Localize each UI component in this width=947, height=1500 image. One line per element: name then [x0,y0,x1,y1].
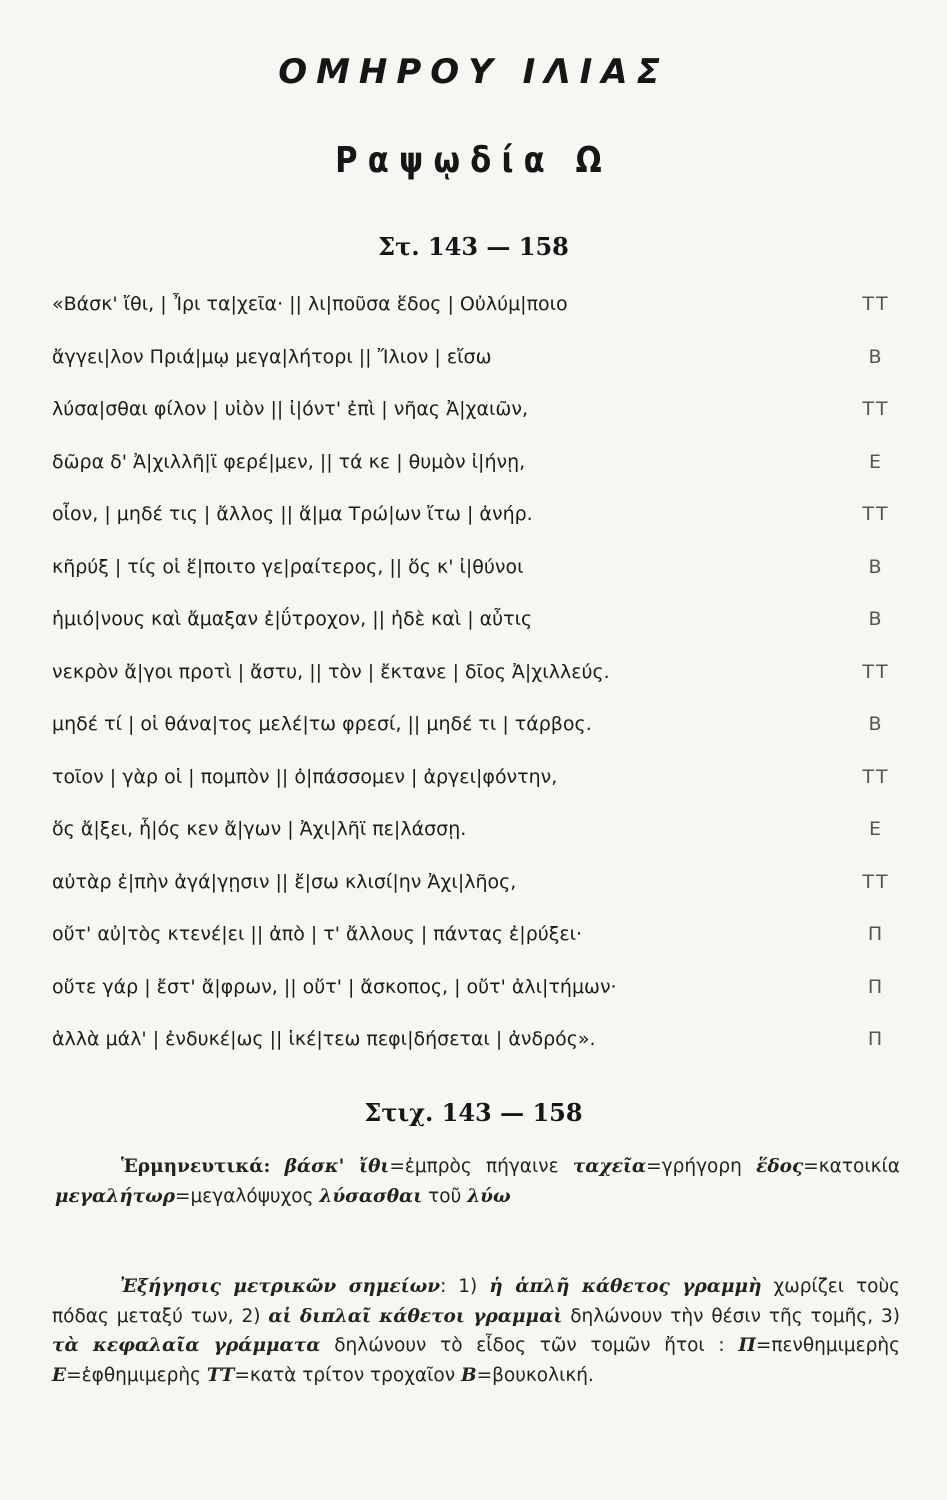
verse-text: αὐτὰρ ἐ|πὴν ἀγά|γῃσιν || ἔ|σω κλισί|ην Ἀχι|λῆος, [52,870,517,893]
caesura-mark: ΤΤ [862,870,890,893]
notes-term: αἱ διπλαῖ κάθετοι γραμμαὶ [268,1305,563,1327]
verse-text: ἡμιό|νους καὶ ἄμαξαν ἐ|ΰτροχον, || ἠδὲ καὶ | αὖτις [52,608,533,630]
verse-line [52,494,902,547]
rhapsody-subtitle: Ραψῳδία Ω [335,140,612,181]
notes-text: χωρίζει τοὺς πόδας μεταξύ των, 2) [52,1276,901,1327]
verse-line [52,652,902,705]
notes-term: ἡ ἁπλῆ κάθετος γραμμὴ [489,1276,762,1297]
verse-text: κῆρύξ | τίς οἱ ἕ|ποιτο γε|ραίτερος, || ὅς κ' ἰ|θύνοι [52,555,524,578]
page-title: ΟΜΗΡΟΥ ΙΛΙΑΣ [278,52,669,92]
notes-text: δηλώνουν τὴν θέσιν τῆς τομῆς, 3) [570,1305,901,1327]
caesura-mark: Ε [868,450,883,473]
verse-line [52,809,902,862]
notes-text: =κατὰ τρίτον τροχαῖον [234,1364,456,1386]
notes-text: δηλώνουν τὸ εἶδος τῶν τομῶν ἤτοι : [334,1335,725,1356]
notes-text: =βουκολική. [476,1364,594,1386]
verse-line [52,284,902,337]
verse-text: ὅς ἄ|ξει, ἧ|ός κεν ἄ|γων | Ἀχι|λῆϊ πε|λάσσῃ. [52,818,467,840]
verse-range: Στ. 143 — 158 [378,232,569,261]
notes-term: Π [738,1335,756,1356]
verse-text: οὔτε γάρ | ἔστ' ἄ|φρων, || οὔτ' | ἄσκοπος, | οὔτ' ἀλι|τήμων· [52,975,617,998]
verse-line [52,547,902,600]
notes-heading: Ἐξήγησις μετρικῶν σημείων [120,1276,441,1297]
caesura-mark: ΤΤ [862,660,890,683]
notes-term: Ε [52,1364,67,1386]
verse-line [52,914,902,967]
metric-notes-paragraph [52,1272,900,1390]
gloss-definition: τοῦ [428,1186,462,1207]
verse-text: ἄγγει|λον Πριά|μῳ μεγα|λήτορι || Ἴλιον | εἴσω [52,345,492,368]
gloss-definition: =γρήγορη [646,1156,742,1177]
notes-text: : 1) [440,1276,478,1297]
glossary-range: Στιχ. 143 — 158 [364,1098,583,1127]
verse-line [52,442,902,495]
caesura-mark: ΤΤ [862,293,890,315]
verse-text: τοῖον | γὰρ οἱ | πομπὸν || ὀ|πάσσομεν | ἀργει|φόντην, [52,765,558,788]
gloss-term: λύσασθαι [319,1186,423,1207]
verse-line [52,1019,902,1072]
caesura-mark: Ε [868,818,883,840]
verse-text: «Βάσκ' ἴθι, | Ἶρι τα|χεῖα· || λι|ποῦσα ἕδος | Οὐλύμ|ποιο [52,293,568,315]
glossary-heading: Ἑρμηνευτικά: [121,1156,271,1177]
notes-text: =ἑφθημιμερὴς [66,1364,201,1386]
caesura-mark: Β [868,345,884,368]
caesura-mark: ΤΤ [862,398,890,420]
verse-list [52,284,902,1072]
verse-line [52,337,902,390]
caesura-mark: Β [868,555,884,578]
verse-line [52,599,902,652]
verse-line [52,389,902,442]
verse-text: λύσα|σθαι φίλον | υἱὸν || ἰ|όντ' ἐπὶ | νῆας Ἀ|χαιῶν, [52,398,528,420]
notes-term: τὰ κεφαλαῖα γράμματα [52,1335,321,1356]
caesura-mark: Π [867,975,885,998]
verse-text: οὔτ' αὐ|τὸς κτενέ|ει || ἀπὸ | τ' ἄλλους | πάντας ἐ|ρύξει· [52,923,583,945]
verse-line [52,757,902,810]
verse-line [52,967,902,1020]
notes-term: Β [460,1364,477,1386]
caesura-mark: Π [867,923,885,945]
verse-line [52,704,902,757]
verse-text: δῶρα δ' Ἀ|χιλλῆ|ϊ φερέ|μεν, || τά κε | θυμὸν ἰ|ήνῃ, [52,450,526,473]
glossary-paragraph [55,1152,900,1212]
verse-text: οἶον, | μηδέ τις | ἄλλος || ἅ|μα Τρώ|ων ἴτω | ἀνήρ. [52,503,533,525]
gloss-term: βάσκ' ἴθι [284,1156,390,1177]
gloss-definition: =μεγαλόψυχος [175,1186,314,1207]
gloss-definition: =ἐμπρὸς πήγαινε [389,1156,559,1177]
gloss-term: ταχεῖα [572,1156,647,1177]
notes-text: =πενθημιμερὴς [755,1335,900,1356]
caesura-mark: Π [867,1028,885,1050]
gloss-term: ἕδος [756,1156,804,1177]
gloss-term: μεγαλήτωρ [55,1186,176,1207]
verse-text: νεκρὸν ἄ|γοι προτὶ | ἄστυ, || τὸν | ἔκτανε | δῖος Ἀ|χιλλεύς. [52,660,610,683]
verse-text: ἀλλὰ μάλ' | ἐνδυκέ|ως || ἱκέ|τεω πεφι|δήσεται | ἀνδρός». [52,1028,596,1050]
caesura-mark: ΤΤ [862,503,890,525]
caesura-mark: Β [868,713,884,735]
verse-line [52,862,902,915]
caesura-mark: Β [868,608,884,630]
gloss-term: λύω [467,1186,511,1207]
verse-text: μηδέ τί | οἱ θάνα|τος μελέ|τω φρεσί, || μηδέ τι | τάρβος. [52,713,592,735]
gloss-definition: =κατοικία [803,1156,900,1177]
caesura-mark: ΤΤ [862,765,890,788]
notes-term: ΤΤ [206,1364,235,1386]
